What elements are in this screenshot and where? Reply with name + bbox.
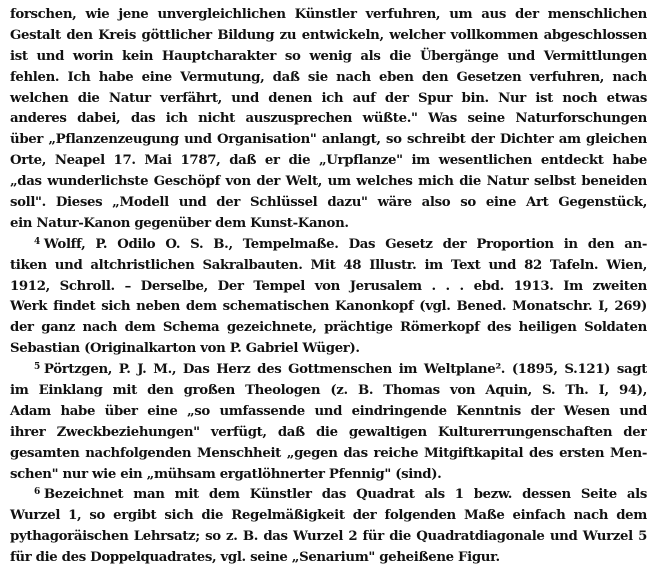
line-text: für die des Doppelquadrates, vgl. seine „Senarium" geheißene Figur. xyxy=(10,550,500,566)
footnote-number: 5 xyxy=(34,362,40,373)
text-line-8 xyxy=(6,148,647,169)
text-line-3 xyxy=(6,44,647,65)
footnote-4-line-2 xyxy=(6,253,647,274)
text-line-2 xyxy=(6,23,647,44)
footnote-number: 4 xyxy=(34,236,40,247)
line-text: über „Pflanzenzeugung und Organisation" anlangt, so schreibt der Dichter am gleichen xyxy=(10,132,647,148)
line-text: ihrer Zweckbeziehungen" verfügt, daß die gewaltigen Kulturerrungenschaften der xyxy=(10,424,647,440)
line-text: fehlen. Ich habe eine Vermutung, daß sie nach eben den Gesetzen verfuhren, nach xyxy=(10,69,647,85)
footnote-4-line-1 xyxy=(6,232,647,253)
line-text: 1912, Schroll. – Derselbe, Der Tempel von Jerusalem . . . ebd. 1913. Im zweiten xyxy=(10,278,647,294)
footnote-5-line-4 xyxy=(6,420,647,441)
footnote-number: 6 xyxy=(34,487,40,498)
footnote-5-line-6 xyxy=(6,462,647,483)
line-text: Wolff, P. Odilo O. S. B., Tempelmaße. Das Gesetz der Proportion in den an- xyxy=(43,236,647,252)
text-line-11 xyxy=(6,211,647,232)
line-text: Pörtzgen, P. J. M., Das Herz des Gottmenschen im Weltplane². (1895, S.121) sagt xyxy=(43,362,647,378)
footnote-5-line-5 xyxy=(6,441,647,462)
footnote-5-line-1 xyxy=(6,357,647,378)
footnote-4-line-4 xyxy=(6,294,647,315)
footnote-4-line-5 xyxy=(6,315,647,336)
line-text: der ganz nach dem Schema gezeichnete, prächtige Römerkopf des heiligen Soldaten xyxy=(10,320,647,336)
footnote-5-line-2 xyxy=(6,378,647,399)
footnote-4-line-6 xyxy=(6,336,647,357)
line-text: Werk findet sich neben dem schematischen Kanonkopf (vgl. Bened. Monatschr. I, 269) xyxy=(10,299,647,315)
text-line-6 xyxy=(6,106,647,127)
text-line-7 xyxy=(6,127,647,148)
line-text: „das wunderlichste Geschöpf von der Welt, um welches mich die Natur selbst beneiden xyxy=(10,174,647,190)
line-text: anderes dabei, das ich nicht auszusprechen wüßte." Was seine Naturforschungen xyxy=(10,111,647,127)
line-text: forschen, wie jene unvergleichlichen Künstler verfuhren, um aus der menschlichen xyxy=(10,7,647,22)
footnote-6-line-1 xyxy=(6,482,647,503)
footnote-4-line-3 xyxy=(6,274,647,295)
text-line-5 xyxy=(6,86,647,107)
text-line-1 xyxy=(6,2,647,23)
line-text: Bezeichnet man mit dem Künstler das Quadrat als 1 bezw. dessen Seite als xyxy=(43,487,647,503)
footnote-6-line-4 xyxy=(6,545,647,566)
line-text: Sebastian (Originalkarton von P. Gabriel Wüger). xyxy=(10,341,360,357)
line-text: tiken und altchristlichen Sakralbauten. Mit 48 Illustr. im Text und 82 Tafeln. Wien, xyxy=(10,257,647,273)
line-text: gesamten nachfolgenden Menschheit „gegen das reiche Mitgiftkapital des ersten Men- xyxy=(10,445,647,461)
text-line-9 xyxy=(6,169,647,190)
line-text: Wurzel 1, so ergibt sich die Regelmäßigkeit der folgenden Maße einfach nach dem xyxy=(10,508,647,524)
line-text: welchen die Natur verfährt, und denen ich auf der Spur bin. Nur ist noch etwas xyxy=(10,90,647,106)
line-text: ist und worin kein Hauptcharakter so wenig als die Übergänge und Vermittlungen xyxy=(10,48,647,64)
line-text: soll". Dieses „Modell und der Schlüssel dazu" wäre also so eine Art Gegenstück, xyxy=(10,195,647,211)
line-text: Orte, Neapel 17. Mai 1787, daß er die „Urpflanze" im wesentlichen entdeckt habe xyxy=(10,153,647,169)
line-text: schen" nur wie ein „mühsam ergatlöhnerter Pfennig" (sind). xyxy=(10,466,442,482)
footnote-6-line-2 xyxy=(6,503,647,524)
footnote-6-line-3 xyxy=(6,524,647,545)
text-line-10 xyxy=(6,190,647,211)
line-text: ein Natur-Kanon gegenüber dem Kunst-Kanon. xyxy=(10,215,349,231)
footnote-5-line-3 xyxy=(6,399,647,420)
line-text: Adam habe über eine „so umfassende und eindringende Kenntnis der Wesen und xyxy=(10,403,647,419)
line-text: Gestalt den Kreis göttlicher Bildung zu entwickeln, welcher vollkommen abgeschlossen xyxy=(10,27,647,43)
line-text: im Einklang mit den großen Theologen (z. B. Thomas von Aquin, S. Th. I, 94), xyxy=(10,383,647,399)
line-text: pythagoräischen Lehrsatz; so z. B. das Wurzel 2 für die Quadratdiagonale und Wurzel 5 xyxy=(10,529,647,545)
text-line-4 xyxy=(6,65,647,86)
